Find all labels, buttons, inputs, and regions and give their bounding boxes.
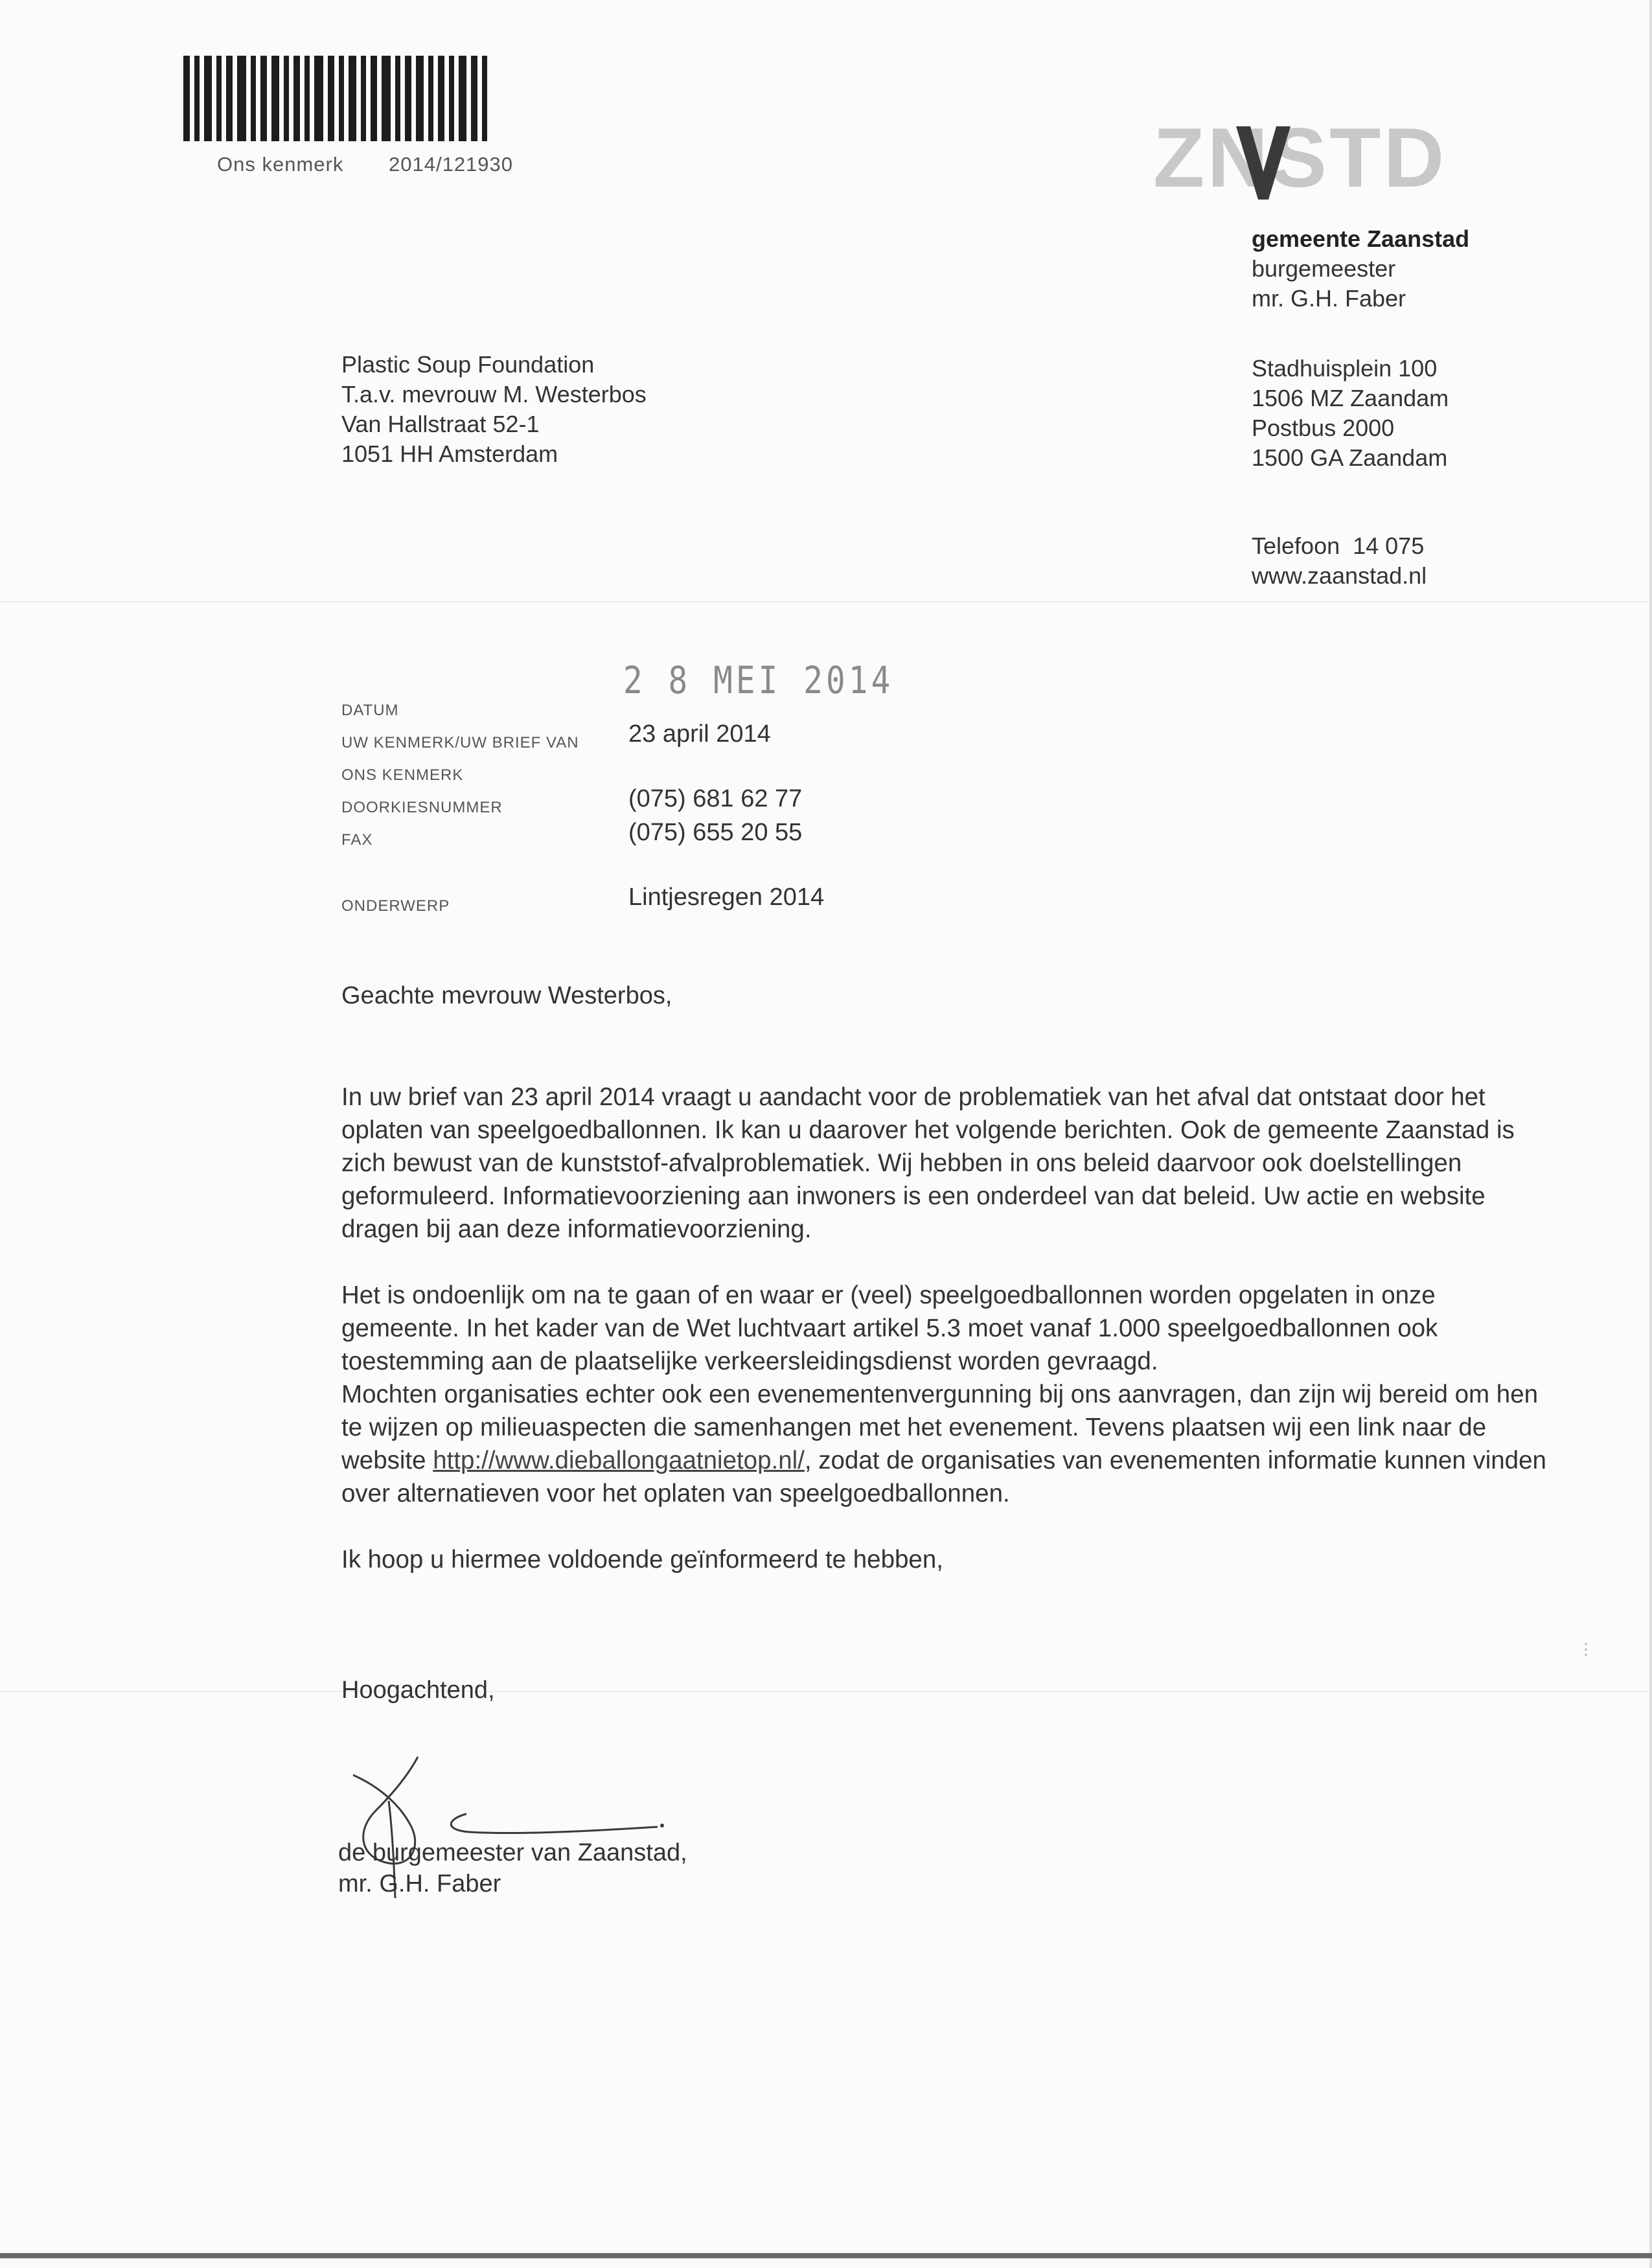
reference-label: Ons kenmerk [217,153,344,176]
direct-dial-label: DOORKIESNUMMER [341,799,503,816]
barcode-bar [251,56,256,141]
sender-organization: gemeente Zaanstad [1252,225,1470,252]
body-paragraph [341,1543,1559,1576]
sender-name: mr. G.H. Faber [1252,285,1406,312]
barcode-bar [304,56,310,141]
barcode-bar [328,56,334,141]
barcode-bar [438,56,444,141]
barcode-bar [428,56,433,141]
salutation: Geachte mevrouw Westerbos, [341,982,672,1009]
address-line: Postbus 2000 [1252,415,1395,441]
scan-speck: ⋮ [1578,1641,1594,1658]
recipient-address [341,350,647,469]
barcode-bar [449,56,454,141]
sender-contact [1252,531,1427,591]
page-edge [0,2253,1652,2258]
barcode-bar [339,56,344,141]
svg-text:ZNSTD: ZNSTD [1153,110,1447,201]
recipient-line: T.a.v. mevrouw M. Westerbos [341,381,647,407]
barcode-bar [395,56,400,141]
subject-label: ONDERWERP [341,897,450,915]
page-edge [1649,0,1652,2268]
closing: Hoogachtend, [341,1677,495,1704]
paragraph-text: Het is ondoenlijk om na te gaan of en waar er (veel) speelgoedballonnen worden opgelaten in onze gemeente. In het kader van de Wet luchtvaart artikel 5.3 moet vanaf 1.000 speelgoedballonnen ook toestemming aan de plaatselijke verkeersleidingsdienst worden gevraagd. [341,1281,1438,1375]
address-line: 1506 MZ Zaandam [1252,385,1449,411]
sender-address [1252,354,1449,473]
barcode [183,56,601,141]
recipient-line: Plastic Soup Foundation [341,351,595,378]
website-link[interactable]: http://www.dieballongaatnietop.nl/ [433,1447,805,1474]
website-link[interactable]: www.zaanstad.nl [1252,562,1427,589]
signer-name: mr. G.H. Faber [338,1870,501,1897]
your-reference-label: UW KENMERK/UW BRIEF VAN [341,734,579,751]
fax-value: (075) 655 20 55 [628,819,803,846]
body-paragraph [341,1081,1559,1246]
barcode-bar [293,56,300,141]
subject-value: Lintjesregen 2014 [628,884,825,911]
signer-block [338,1837,687,1899]
barcode-bar [482,56,487,141]
our-reference-label: ONS KENMERK [341,766,464,784]
barcode-bar [237,56,246,141]
barcode-bar [371,56,377,141]
barcode-bar [260,56,267,141]
signer-title: de burgemeester van Zaanstad, [338,1839,687,1866]
date-stamp: 2 8 MEI 2014 [623,658,894,702]
barcode-bar [382,56,391,141]
barcode-bar [459,56,466,141]
barcode-bar [216,56,222,141]
address-line: 1500 GA Zaandam [1252,444,1448,471]
barcode-bar [361,56,366,141]
paragraph-text-part: , zodat de organisaties van evenementen informatie kunnen vinden over alternatieven voor het oplaten van speelgoedballonnen. [341,1447,1546,1507]
fax-label: FAX [341,831,373,849]
sender-role: burgemeester [1252,255,1396,282]
zaanstad-logo [1153,110,1555,201]
recipient-line: Van Hallstraat 52-1 [341,411,540,437]
barcode-bar [271,56,279,141]
sender-block [1252,224,1469,314]
paragraph-text [341,1378,1559,1510]
paper-fold-line [0,1691,1652,1692]
address-line: Stadhuisplein 100 [1252,355,1438,382]
recipient-line: 1051 HH Amsterdam [341,441,558,467]
date-label: DATUM [341,702,399,719]
paragraph-text-part: Mochten organisaties echter ook een evenementenvergunning bij ons aanvragen, dan zijn wij bereid om hen te wijzen op milieuaspecten die samenhangen met het evenement. Tevens plaatsen wij een link naar de website [341,1380,1539,1474]
barcode-bar [471,56,477,141]
barcode-bar [284,56,289,141]
paragraph-text: Ik hoop u hiermee voldoende geïnformeerd te hebben, [341,1546,943,1574]
barcode-bar [204,56,212,141]
body-paragraph [341,1279,1559,1510]
reference-line [217,153,514,176]
barcode-bar [314,56,323,141]
phone-number: Telefoon 14 075 [1252,533,1425,559]
barcode-bar [226,56,233,141]
barcode-bar [183,56,190,141]
barcode-bar [416,56,424,141]
barcode-bar [194,56,200,141]
direct-dial-value: (075) 681 62 77 [628,785,803,812]
paragraph-text: In uw brief van 23 april 2014 vraagt u aandacht voor de problematiek van het afval dat ontstaat door het oplaten van speelgoedballonnen. Ik kan u daarover het volgende berichten. Ook de gemeente Zaanstad is zich bewust van de kunststof-afvalproblematiek. Wij hebben in ons beleid daarvoor ook doelstellingen geformuleerd. Informatievoorziening aan inwoners is een onderdeel van dat beleid. Uw actie en website dragen bij aan deze informatievoorziening. [341,1083,1515,1243]
barcode-bar [349,56,356,141]
your-reference-value: 23 april 2014 [628,720,771,748]
paper-fold-line [0,601,1652,602]
barcode-bar [405,56,411,141]
reference-number: 2014/121930 [389,153,514,176]
